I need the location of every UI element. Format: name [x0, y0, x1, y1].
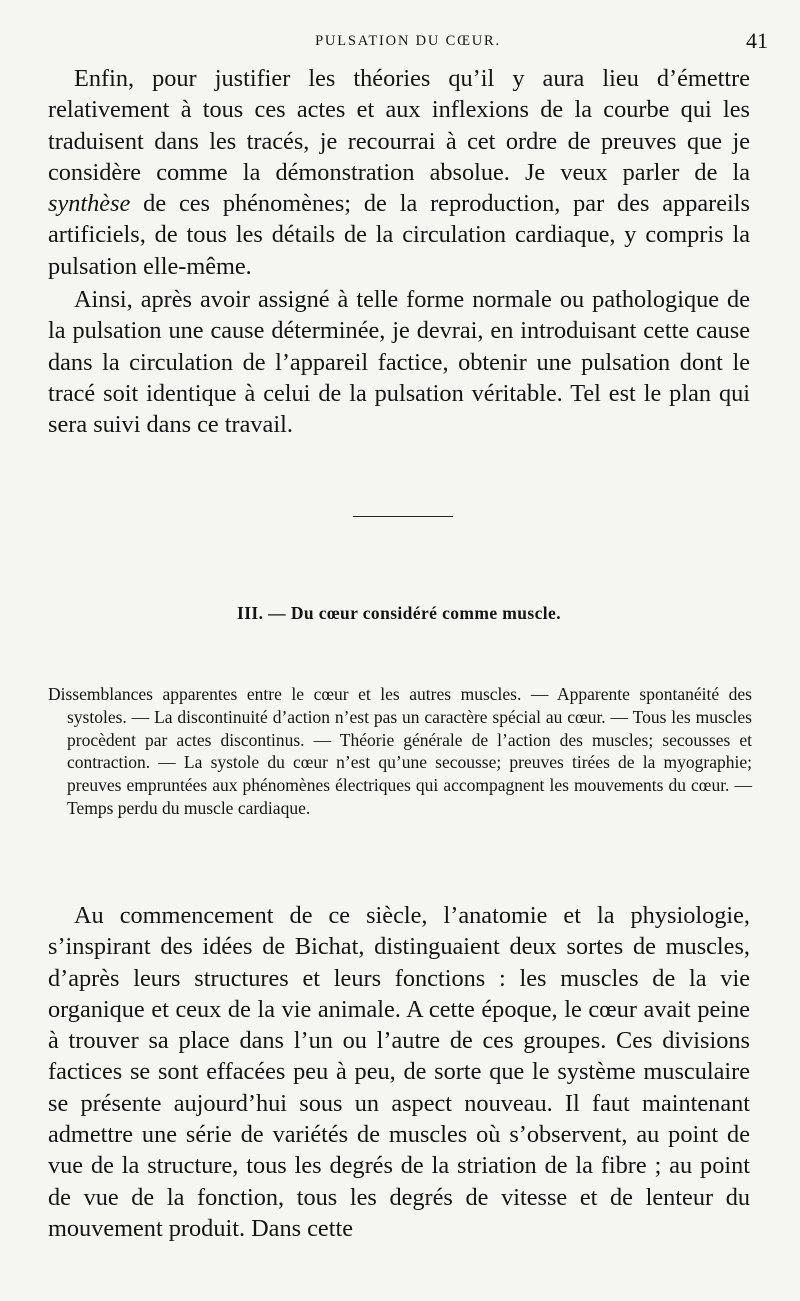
paragraph-text — [48, 63, 750, 282]
page-number: 41 — [746, 28, 768, 53]
emphasis-synthese: synthèse — [48, 190, 131, 218]
paragraph-synthesis — [48, 63, 750, 282]
summary-text: Dissemblances apparentes entre le cœur et les autres muscles. — Apparente spontanéité des systoles. — La discontinuité d’action n’est pas un caractère spécial au cœur. — Tous les muscles procèdent par actes discontinus. — Théorie générale de l’action des muscles; secousses et contraction. — La systole du cœur n’est qu’une secousse; preuves tirées de la myographie; preuves empruntées aux phénomènes électriques qui accompagnent les mouvements du cœur. — Temps perdu du muscle cardiaque. — [48, 684, 752, 818]
paragraph-muscles — [48, 900, 750, 1244]
running-title: PULSATION DU CŒUR. — [315, 33, 501, 49]
section-heading: III. — Du cœur considéré comme muscle. — [236, 603, 561, 623]
paragraph-text: Ainsi, après avoir assigné à telle forme normale ou pathologique de la pulsation une cause déterminée, je devrai, en introduisant cette cause dans la circulation de l’appareil factice, obtenir une pulsation dont le tracé soit identique à celui de la pulsation véritable. Tel est le plan qui sera suivi dans ce travail. — [48, 286, 750, 439]
running-head — [48, 28, 768, 56]
section-divider — [353, 516, 453, 517]
paragraph-plan — [48, 284, 750, 440]
paragraph-text-start: Enfin, pour justifier les théories qu’il y aura lieu d’émettre relativement à tous ces actes et aux inflexions de la courbe qui les traduisent dans les tracés, je recourrai à cet ordre de preuves que je considère comme la démonstration absolue. Je veux parler de la — [48, 65, 750, 186]
paragraph-text: Au commencement de ce siècle, l’anatomie et la physiologie, s’inspirant des idées de Bichat, distinguaient deux sortes de muscles, d’après leurs structures et leurs fonctions : les muscles de la vie organique et ceux de la vie animale. A cette époque, le cœur avait peine à trouver sa place dans l’un ou l’autre de ces groupes. Ces divisions factices se sont effacées peu à peu, de sorte que le système musculaire se présente aujourd’hui sous un aspect nouveau. Il faut maintenant admettre une série de variétés de muscles où s’observent, au point de vue de la structure, tous les degrés de la striation de la fibre ; au point de vue de la fonction, tous les degrés de vitesse et de lenteur du mouvement produit. Dans cette — [48, 902, 750, 1242]
section-summary — [48, 683, 752, 820]
paragraph-text-end: de ces phénomènes; de la reproduction, par des appareils artificiels, de tous les détails de la circulation cardiaque, y compris la pulsation elle-même. — [48, 190, 750, 280]
